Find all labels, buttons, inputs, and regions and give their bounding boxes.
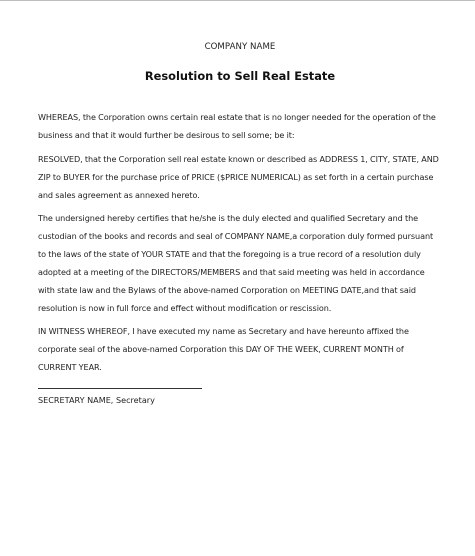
- company-name-header: COMPANY NAME: [204, 42, 276, 52]
- whereas-paragraph: WHEREAS, the Corporation owns certain real estate that is no longer needed for the operation of the business and that it would further be desirous to sell some; be it:: [38, 112, 436, 140]
- resolved-paragraph: RESOLVED, that the Corporation sell real estate known or described as ADDRESS 1, CITY, STATE, AND ZIP to BUYER for the purchase price of PRICE ($PRICE NUMERICAL) as set forth in a certain purchase and sales agreement as annexed hereto.: [38, 154, 439, 200]
- secretary-signature-label: SECRETARY NAME, Secretary: [38, 395, 155, 405]
- certification-paragraph: The undersigned hereby certifies that he/she is the duly elected and qualified Secretary and the custodian of the books and records and seal of COMPANY NAME,a corporation duly formed pursuant to the laws of the state of YOUR STATE and that the foregoing is a true record of a resolution duly adopted at a meeting of the DIRECTORS/MEMBERS and that said meeting was held in accordance with state law and the Bylaws of the above-named Corporation on MEETING DATE,and that said resolution is now in full force and effect without modification or rescission.: [38, 213, 434, 313]
- witness-paragraph: IN WITNESS WHEREOF, I have executed my name as Secretary and have hereunto affixed the corporate seal of the above-named Corporation this DAY OF THE WEEK, CURRENT MONTH of CURRENT YEAR.: [38, 326, 409, 372]
- document-title: Resolution to Sell Real Estate: [144, 69, 336, 83]
- signature-line: [38, 388, 202, 389]
- page-top-border: [0, 0, 475, 1]
